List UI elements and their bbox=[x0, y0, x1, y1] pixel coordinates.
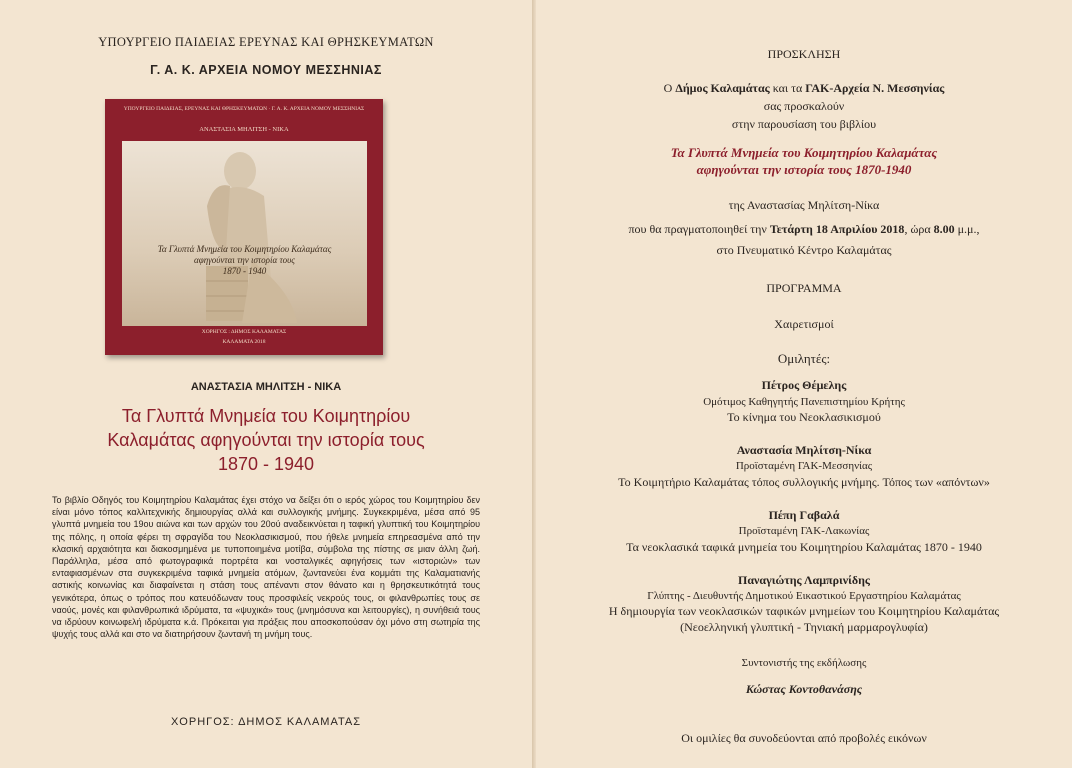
cover-sponsor: ΧΟΡΗΓΟΣ : ΔΗΜΟΣ ΚΑΛΑΜΑΤΑΣ bbox=[201, 329, 287, 335]
event-date: Τετάρτη 18 Απριλίου 2018 bbox=[769, 222, 905, 236]
cover-author: ΑΝΑΣΤΑΣΙΑ ΜΗΛΙΤΣΗ - ΝΙΚΑ bbox=[199, 126, 289, 133]
coordinator-name: Κώστας Κοντοθανάσης bbox=[745, 682, 863, 696]
cover-ministry: ΥΠΟΥΡΓΕΙΟ ΠΑΙΔΕΙΑΣ, ΕΡΕΥΝΑΣ ΚΑΙ ΘΡΗΣΚΕΥΜΑΤΩΝ · Γ. Α. Κ. ΑΡΧΕΙΑ ΝΟΜΟΥ ΜΕΣΣΗΝΙΑΣ bbox=[123, 106, 365, 112]
invitation-line2: σας προσκαλούν bbox=[763, 99, 845, 113]
speakers-label: Ομιλητές: bbox=[777, 351, 831, 366]
archives-heading: Γ. Α. Κ. ΑΡΧΕΙΑ ΝΟΜΟΥ ΜΕΣΣΗΝΙΑΣ bbox=[150, 63, 382, 77]
book-title bbox=[0, 404, 532, 476]
speaker-role: Προϊσταμένη ΓΑΚ-Μεσσηνίας bbox=[735, 460, 873, 472]
projection-note: Οι ομιλίες θα συνοδεύονται από προβολές εικόνων bbox=[681, 731, 927, 745]
speaker-name: Αναστασία Μηλίτση-Νίκα bbox=[736, 443, 872, 457]
cover-title-line1: Τα Γλυπτά Μνημεία του Κοιμητηρίου Καλαμάτας bbox=[157, 244, 332, 254]
program-heading: ΠΡΟΓΡΑΜΜΑ bbox=[766, 281, 842, 295]
inv-gak: ΓΑΚ-Αρχεία Ν. Μεσσηνίας bbox=[805, 81, 945, 95]
author-name: ΑΝΑΣΤΑΣΙΑ ΜΗΛΙΤΣΗ - ΝΙΚΑ bbox=[190, 381, 342, 393]
book-description: Το βιβλίο Οδηγός του Κοιμητηρίου Καλαμάτας έχει στόχο να δείξει ότι ο ιερός χώρος του Κοιμητηρίου δεν είναι μόνο τόπος καλλιτεχνικής δημιουργίας αλλά και συλλογικής μνήμης. Συγκεκριμένα, μέσα από 95 γλυπτά μνημεία του 19ου αιώνα και των αρχών του 20ού αναδεικνύεται η ταφική γλυπτική του Κοιμητηρίου της πόλης, η οποία φέρει τη σφραγίδα του Νεοκλασικισμού, που ήθελε μνημεία επηρεασμένα από την κλασική αρχαιότητα και διακοσμημένα με τυποποιημένα μοτίβα, σύμβολα της πίστης σε μιαν άλλη ζωή. Παράλληλα, μέσα από φωτογραφικά πορτρέτα και νοσταλγικές αφηγήσεις των «ιστοριών» των ενταφιασμένων στα συγκεκριμένα ταφικά μνημεία ατόμων, ζωντανεύει ένα κομμάτι της Καλαματιανής αστικής κοινωνίας και διαφαίνεται η στάση τους απέναντι στον θάνατο και η θρησκευτικότητά τους γενικότερα, όπως ο τρόπος που κατευόδωναν τους προσφιλείς νεκρούς τους, οι φιλανθρωπίες τους σε ναούς, μονές και φιλανθρωπικά ιδρύματα, τα «ψυχικά» τους (μνημόσυνα και λειτουργίες), η συνήθειά τους να ιδρύουν κοινωφελή ιδρύματα κ.ά. Πρόκειται για πράξεις που αποσκοπούσαν όχι μόνο στη σωτηρία της ψυχής τους αλλά και στο να διατηρήσουν ζωντανή τη μνήμη τους. bbox=[52, 495, 480, 640]
speaker-topic: Το κίνημα του Νεοκλασικισμού bbox=[727, 410, 881, 424]
event-datetime bbox=[536, 222, 1072, 237]
event-venue: στο Πνευματικό Κέντρο Καλαμάτας bbox=[716, 243, 892, 257]
invitation-heading: ΠΡΟΣΚΛΗΣΗ bbox=[767, 47, 841, 61]
speaker-name: Πέτρος Θέμελης bbox=[761, 378, 847, 392]
speaker-topic-extra: (Νεοελληνική γλυπτική - Τηνιακή μαρμαρογλυφία) bbox=[680, 620, 928, 634]
speaker-name: Πέπη Γαβαλά bbox=[768, 508, 840, 522]
book-title-line3: 1870 - 1940 bbox=[217, 454, 315, 474]
left-page bbox=[0, 0, 532, 768]
coordinator-label: Συντονιστής της εκδήλωσης bbox=[741, 657, 867, 669]
right-page bbox=[536, 0, 1072, 768]
sculpture-relief bbox=[122, 141, 367, 326]
speaker-topic: Τα νεοκλασικά ταφικά μνημεία του Κοιμητηρίου Καλαμάτας 1870 - 1940 bbox=[626, 540, 982, 554]
invitation-line3: στην παρουσίαση του βιβλίου bbox=[731, 117, 877, 131]
inv-mid: και τα bbox=[769, 81, 806, 95]
greetings: Χαιρετισμοί bbox=[774, 317, 834, 331]
book-cover bbox=[105, 99, 383, 355]
when-post: μ.μ., bbox=[954, 222, 980, 236]
ministry-heading: ΥΠΟΥΡΓΕΙΟ ΠΑΙΔΕΙΑΣ ΕΡΕΥΝΑΣ ΚΑΙ ΘΡΗΣΚΕΥΜΑΤΩΝ bbox=[98, 35, 434, 49]
speaker-role: Γλύπτης - Διευθυντής Δημοτικού Εικαστικού Εργαστηρίου Καλαμάτας bbox=[647, 590, 961, 602]
book-title-line2: Καλαμάτας αφηγούνται την ιστορία τους bbox=[107, 430, 425, 450]
book-title-line1: Τα Γλυπτά Μνημεία του Κοιμητηρίου bbox=[121, 406, 411, 426]
invitation-line1 bbox=[536, 81, 1072, 96]
cover-title-line3: 1870 - 1940 bbox=[222, 266, 267, 276]
speaker-topic: Η δημιουργία των νεοκλασικών ταφικών μνημείων του Κοιμητηρίου Καλαμάτας bbox=[608, 604, 1000, 618]
cover-city: ΚΑΛΑΜΑΤΑ 2018 bbox=[222, 339, 266, 345]
speaker-role: Ομότιμος Καθηγητής Πανεπιστημίου Κρήτης bbox=[703, 396, 905, 408]
speaker-role: Προϊσταμένη ΓΑΚ-Λακωνίας bbox=[738, 525, 870, 537]
speaker-name: Παναγιώτης Λαμπρινίδης bbox=[738, 573, 870, 587]
inv-pre: Ο bbox=[663, 81, 676, 95]
inv-dimos: Δήμος Καλαμάτας bbox=[675, 81, 770, 95]
speaker-topic: Το Κοιμητήριο Καλαμάτας τόπος συλλογικής μνήμης. Τόπος των «απόντων» bbox=[618, 475, 990, 489]
cover-title-line2: αφηγούνται την ιστορία τους bbox=[194, 255, 295, 265]
event-book-title-line1: Τα Γλυπτά Μνημεία του Κοιμητηρίου Καλαμάτας bbox=[670, 145, 938, 160]
cover-title bbox=[122, 244, 367, 277]
event-author: της Αναστασίας Μηλίτση-Νίκα bbox=[728, 198, 880, 212]
event-time: 8.00 bbox=[933, 222, 955, 236]
when-mid: , ώρα bbox=[904, 222, 934, 236]
when-pre: που θα πραγματοποιηθεί την bbox=[628, 222, 770, 236]
event-book-title-line2: αφηγούνται την ιστορία τους 1870-1940 bbox=[696, 162, 912, 177]
cover-sculpture-image bbox=[122, 141, 367, 326]
sponsor-line: ΧΟΡΗΓΟΣ: ΔΗΜΟΣ ΚΑΛΑΜΑΤΑΣ bbox=[170, 716, 362, 728]
